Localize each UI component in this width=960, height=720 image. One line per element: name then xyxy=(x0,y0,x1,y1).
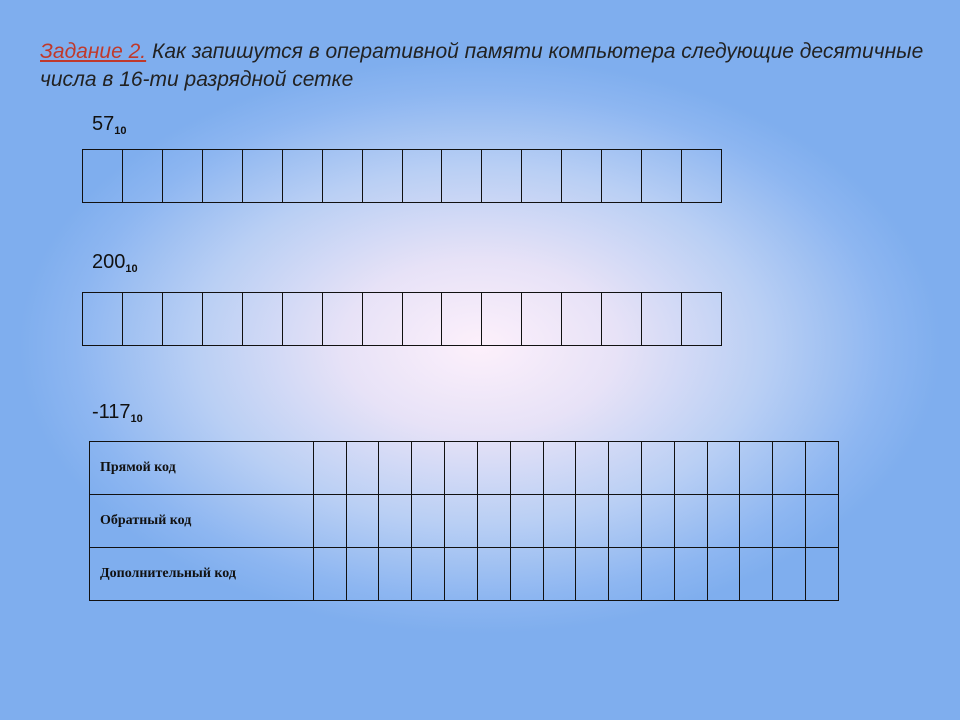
code-bit-cell[interactable] xyxy=(445,495,478,548)
code-row-label: Прямой код xyxy=(90,442,314,495)
code-bit-cell[interactable] xyxy=(379,548,412,601)
bit-cell[interactable] xyxy=(242,150,282,202)
code-bit-cell[interactable] xyxy=(313,442,346,495)
code-bit-cell[interactable] xyxy=(445,548,478,601)
bit-cell[interactable] xyxy=(601,150,641,202)
bit-cell[interactable] xyxy=(402,150,442,202)
bit-cell[interactable] xyxy=(681,150,721,202)
code-bit-cell[interactable] xyxy=(707,442,740,495)
code-row xyxy=(90,442,839,495)
bit-cell[interactable] xyxy=(282,150,322,202)
bit-cell[interactable] xyxy=(601,293,641,345)
code-bit-cell[interactable] xyxy=(609,548,642,601)
number-value: 200 xyxy=(92,251,126,273)
task-number: Задание 2. xyxy=(40,40,147,63)
bit-cell[interactable] xyxy=(521,150,561,202)
code-bit-cell[interactable] xyxy=(510,442,543,495)
bit-cell[interactable] xyxy=(162,293,202,345)
bit-cell[interactable] xyxy=(162,150,202,202)
code-bit-cell[interactable] xyxy=(707,548,740,601)
code-bit-cell[interactable] xyxy=(806,548,839,601)
task-text: Как запишутся в оперативной памяти компьютера следующие десятичные числа в 16-ти разрядной сетке xyxy=(40,40,924,91)
code-bit-cell[interactable] xyxy=(510,548,543,601)
code-bit-cell[interactable] xyxy=(674,548,707,601)
number-value: 57 xyxy=(92,113,115,135)
bit-cell[interactable] xyxy=(83,293,122,345)
code-bit-cell[interactable] xyxy=(346,495,379,548)
number-base: 10 xyxy=(130,413,143,425)
code-bit-cell[interactable] xyxy=(641,495,674,548)
number-base: 10 xyxy=(114,125,127,137)
code-bit-cell[interactable] xyxy=(477,442,510,495)
code-bit-cell[interactable] xyxy=(609,495,642,548)
number-label-200 xyxy=(92,251,138,275)
bit-cell[interactable] xyxy=(362,293,402,345)
code-bit-cell[interactable] xyxy=(313,548,346,601)
codes-table xyxy=(89,441,839,601)
bit-cell[interactable] xyxy=(441,150,481,202)
code-bit-cell[interactable] xyxy=(707,495,740,548)
bit-grid-200 xyxy=(82,292,722,346)
bit-cell[interactable] xyxy=(561,150,601,202)
code-bit-cell[interactable] xyxy=(740,548,773,601)
code-bit-cell[interactable] xyxy=(674,495,707,548)
bit-cell[interactable] xyxy=(202,150,242,202)
bit-cell[interactable] xyxy=(402,293,442,345)
code-bit-cell[interactable] xyxy=(543,442,576,495)
code-bit-cell[interactable] xyxy=(641,548,674,601)
code-bit-cell[interactable] xyxy=(346,548,379,601)
code-bit-cell[interactable] xyxy=(674,442,707,495)
number-value: -117 xyxy=(92,401,131,423)
code-bit-cell[interactable] xyxy=(346,442,379,495)
code-bit-cell[interactable] xyxy=(477,495,510,548)
code-bit-cell[interactable] xyxy=(445,442,478,495)
code-bit-cell[interactable] xyxy=(773,548,806,601)
bit-cell[interactable] xyxy=(322,293,362,345)
code-bit-cell[interactable] xyxy=(576,495,609,548)
bit-cell[interactable] xyxy=(641,150,681,202)
code-bit-cell[interactable] xyxy=(412,495,445,548)
bit-cell[interactable] xyxy=(481,293,521,345)
code-bit-cell[interactable] xyxy=(412,548,445,601)
bit-cell[interactable] xyxy=(242,293,282,345)
code-bit-cell[interactable] xyxy=(477,548,510,601)
bit-cell[interactable] xyxy=(282,293,322,345)
code-row-label: Обратный код xyxy=(90,495,314,548)
bit-cell[interactable] xyxy=(322,150,362,202)
bit-cell[interactable] xyxy=(441,293,481,345)
code-bit-cell[interactable] xyxy=(773,495,806,548)
code-bit-cell[interactable] xyxy=(379,495,412,548)
number-label-57 xyxy=(92,113,127,137)
code-bit-cell[interactable] xyxy=(806,495,839,548)
bit-cell[interactable] xyxy=(202,293,242,345)
code-bit-cell[interactable] xyxy=(313,495,346,548)
code-row xyxy=(90,495,839,548)
code-bit-cell[interactable] xyxy=(740,495,773,548)
code-bit-cell[interactable] xyxy=(510,495,543,548)
code-bit-cell[interactable] xyxy=(641,442,674,495)
code-row-label: Дополнительный код xyxy=(90,548,314,601)
number-label-minus-117 xyxy=(92,401,143,425)
bit-grid-57 xyxy=(82,149,722,203)
number-base: 10 xyxy=(125,263,138,275)
bit-cell[interactable] xyxy=(362,150,402,202)
bit-cell[interactable] xyxy=(122,293,162,345)
code-bit-cell[interactable] xyxy=(412,442,445,495)
code-bit-cell[interactable] xyxy=(543,495,576,548)
bit-cell[interactable] xyxy=(481,150,521,202)
code-row xyxy=(90,548,839,601)
task-title xyxy=(40,38,930,94)
code-bit-cell[interactable] xyxy=(806,442,839,495)
code-bit-cell[interactable] xyxy=(576,442,609,495)
code-bit-cell[interactable] xyxy=(740,442,773,495)
code-bit-cell[interactable] xyxy=(379,442,412,495)
code-bit-cell[interactable] xyxy=(773,442,806,495)
bit-cell[interactable] xyxy=(641,293,681,345)
code-bit-cell[interactable] xyxy=(543,548,576,601)
bit-cell[interactable] xyxy=(561,293,601,345)
bit-cell[interactable] xyxy=(521,293,561,345)
bit-cell[interactable] xyxy=(681,293,721,345)
bit-cell[interactable] xyxy=(122,150,162,202)
bit-cell[interactable] xyxy=(83,150,122,202)
code-bit-cell[interactable] xyxy=(576,548,609,601)
code-bit-cell[interactable] xyxy=(609,442,642,495)
